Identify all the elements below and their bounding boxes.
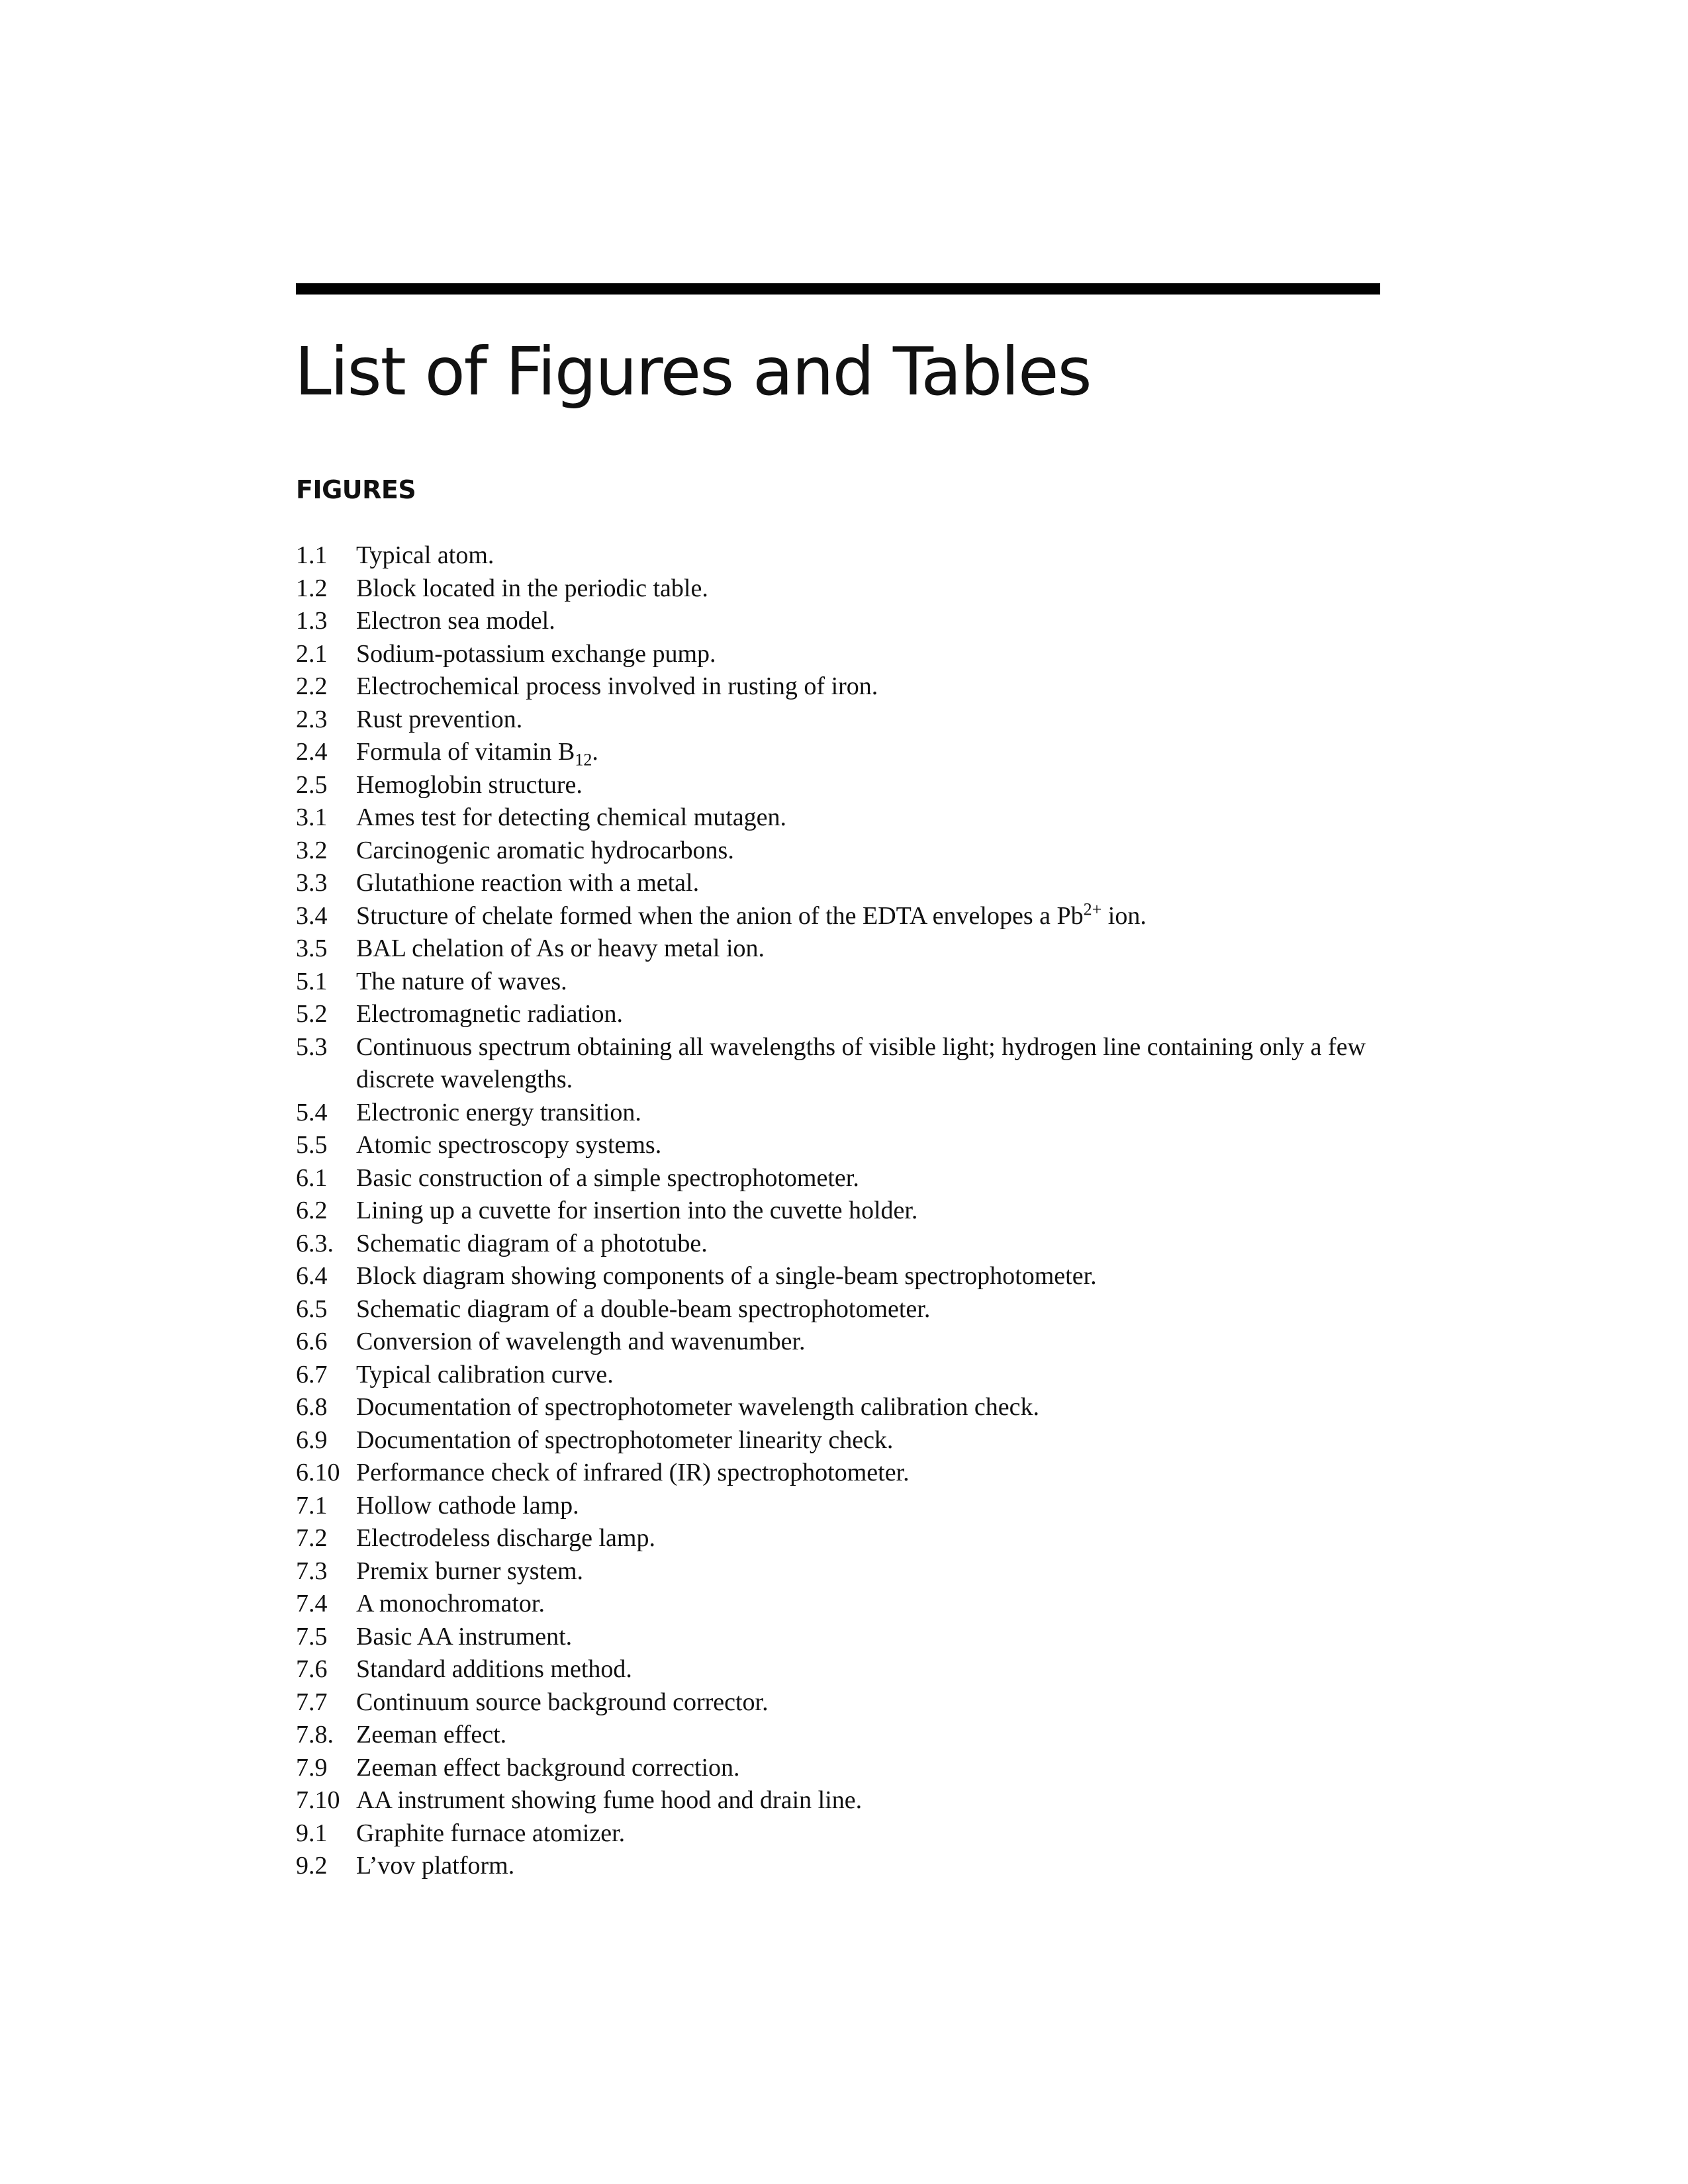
figure-caption-text: Electromagnetic radiation. — [356, 1000, 624, 1028]
figure-caption-text: Graphite furnace atomizer. — [356, 1819, 626, 1847]
figure-entry — [296, 1293, 1388, 1326]
figure-number: 5.2 — [296, 1000, 328, 1028]
figure-caption-text: Glutathione reaction with a metal. — [356, 869, 700, 897]
figure-caption-suffix: ion. — [1102, 901, 1147, 930]
figure-entry — [296, 605, 1388, 638]
figure-caption-text: The nature of waves. — [356, 967, 567, 995]
figure-entry — [296, 670, 1388, 704]
figure-caption-text: Structure of chelate formed when the anion of the EDTA envelopes a Pb — [356, 901, 1084, 930]
figure-caption-text: AA instrument showing fume hood and drain line. — [356, 1786, 863, 1814]
figure-number: 7.1 — [296, 1491, 328, 1520]
figure-caption — [356, 933, 1388, 966]
figure-caption-text: Conversion of wavelength and wavenumber. — [356, 1328, 806, 1355]
figure-caption — [356, 1293, 1388, 1326]
figure-caption — [356, 1228, 1388, 1261]
figure-caption — [356, 1457, 1388, 1490]
figure-entry — [296, 1490, 1388, 1523]
figure-number: 7.9 — [296, 1753, 328, 1782]
figure-entry — [296, 1391, 1388, 1424]
title-rule — [296, 283, 1380, 295]
figure-caption-text: Documentation of spectrophotometer wavelength calibration check. — [356, 1393, 1039, 1421]
figure-caption — [356, 638, 1388, 671]
figure-caption — [356, 1129, 1388, 1162]
figure-caption — [356, 867, 1388, 900]
figure-number: 3.2 — [296, 836, 328, 864]
figure-caption-text: Electrochemical process involved in rusting of iron. — [356, 672, 878, 700]
page-title: List of Figures and Tables — [295, 333, 1091, 410]
figure-entry — [296, 1817, 1388, 1850]
figure-caption — [356, 1326, 1388, 1359]
figure-number: 1.1 — [296, 541, 328, 569]
figure-number: 9.1 — [296, 1819, 328, 1847]
figure-caption-text: Basic construction of a simple spectrophotometer. — [356, 1163, 859, 1192]
figure-caption-text: Typical atom. — [356, 541, 494, 569]
figure-entry — [296, 1850, 1388, 1883]
figure-caption-text: Documentation of spectrophotometer linearity check. — [356, 1426, 894, 1454]
figure-number: 3.1 — [296, 803, 328, 831]
figure-number: 6.8 — [296, 1393, 328, 1421]
figure-number: 7.10 — [296, 1786, 340, 1814]
figure-caption-text: Continuum source background corrector. — [356, 1688, 769, 1716]
figure-number: 2.2 — [296, 672, 328, 700]
figure-number: 9.2 — [296, 1852, 328, 1880]
figure-entry — [296, 835, 1388, 868]
figure-caption — [356, 1391, 1388, 1424]
figure-caption — [356, 1784, 1388, 1817]
figure-caption — [356, 1850, 1388, 1883]
figure-entry — [296, 1752, 1388, 1785]
figure-caption — [356, 1588, 1388, 1621]
figure-entry — [296, 1260, 1388, 1293]
figure-caption — [356, 572, 1388, 606]
figure-number: 6.7 — [296, 1360, 328, 1388]
figure-entry — [296, 1162, 1388, 1195]
figure-number: 6.9 — [296, 1426, 328, 1454]
figure-caption — [356, 1653, 1388, 1686]
figure-number: 6.10 — [296, 1459, 340, 1486]
figure-number: 7.6 — [296, 1655, 328, 1683]
figure-caption — [356, 835, 1388, 868]
figure-caption — [356, 1621, 1388, 1654]
figure-caption — [356, 1359, 1388, 1392]
figure-entry — [296, 1653, 1388, 1686]
figure-caption-text: Typical calibration curve. — [356, 1360, 614, 1388]
figure-caption — [356, 998, 1388, 1031]
figure-entry — [296, 1457, 1388, 1490]
figure-caption-text: Rust prevention. — [356, 705, 523, 733]
figure-entry — [296, 1228, 1388, 1261]
figure-entry — [296, 900, 1388, 933]
figure-caption-text: Basic AA instrument. — [356, 1622, 573, 1651]
figure-entry — [296, 933, 1388, 966]
figure-entry — [296, 1424, 1388, 1457]
figure-caption — [356, 1260, 1388, 1293]
figure-entry — [296, 1097, 1388, 1130]
figure-caption-text: Zeeman effect background correction. — [356, 1753, 740, 1782]
figure-caption-text: Zeeman effect. — [356, 1721, 507, 1749]
figure-caption — [356, 801, 1388, 835]
figure-entry — [296, 1359, 1388, 1392]
figure-entry — [296, 867, 1388, 900]
figure-entry — [296, 1522, 1388, 1555]
figure-caption — [356, 1752, 1388, 1785]
figure-number: 6.6 — [296, 1328, 328, 1355]
figure-caption — [356, 670, 1388, 704]
figure-caption-text: Lining up a cuvette for insertion into the cuvette holder. — [356, 1197, 918, 1224]
figure-number: 7.4 — [296, 1590, 328, 1617]
figure-caption — [356, 1719, 1388, 1752]
figure-number: 1.2 — [296, 574, 328, 602]
figure-number: 1.3 — [296, 607, 328, 635]
figure-number: 2.5 — [296, 770, 328, 799]
figure-entry — [296, 1195, 1388, 1228]
figure-caption — [356, 1424, 1388, 1457]
figure-caption — [356, 605, 1388, 638]
figure-number: 6.1 — [296, 1163, 328, 1192]
figure-caption-text: Electronic energy transition. — [356, 1098, 641, 1126]
figure-caption-text: Carcinogenic aromatic hydrocarbons. — [356, 836, 734, 864]
figure-entry — [296, 998, 1388, 1031]
figure-entry — [296, 1784, 1388, 1817]
figure-caption-text: Schematic diagram of a double-beam spectrophotometer. — [356, 1295, 931, 1323]
figure-caption-text: Electrodeless discharge lamp. — [356, 1524, 655, 1552]
figure-number: 7.5 — [296, 1622, 328, 1651]
figure-caption — [356, 1195, 1388, 1228]
figure-list — [296, 539, 1388, 1883]
figure-number: 2.3 — [296, 705, 328, 733]
figure-number: 3.5 — [296, 934, 328, 962]
figure-caption-superscript: 2+ — [1083, 899, 1102, 919]
figure-caption-text: L’vov platform. — [356, 1852, 515, 1880]
figure-caption — [356, 1817, 1388, 1850]
figure-number: 2.1 — [296, 639, 328, 668]
figure-entry — [296, 1719, 1388, 1752]
figure-entry — [296, 1031, 1388, 1097]
figure-caption — [356, 1031, 1388, 1097]
figure-caption-suffix: . — [592, 738, 598, 766]
figure-number: 7.2 — [296, 1524, 328, 1552]
figure-caption — [356, 736, 1388, 769]
figure-caption-text: Ames test for detecting chemical mutagen. — [356, 803, 786, 831]
figure-entry — [296, 1326, 1388, 1359]
figure-caption-text: Electron sea model. — [356, 607, 555, 635]
figure-caption-text: Atomic spectroscopy systems. — [356, 1131, 662, 1159]
figure-number: 6.2 — [296, 1197, 328, 1224]
figure-caption-text: Performance check of infrared (IR) spectrophotometer. — [356, 1459, 910, 1486]
figure-number: 5.5 — [296, 1131, 328, 1159]
figure-caption-text: Hemoglobin structure. — [356, 770, 583, 799]
figure-entry — [296, 801, 1388, 835]
figure-caption — [356, 1686, 1388, 1719]
figure-number: 3.3 — [296, 869, 328, 897]
figure-caption-text: Block diagram showing components of a single-beam spectrophotometer. — [356, 1262, 1097, 1290]
figure-number: 7.8. — [296, 1721, 334, 1749]
figure-number: 6.5 — [296, 1295, 328, 1323]
figure-caption — [356, 1490, 1388, 1523]
figure-number: 6.4 — [296, 1262, 328, 1290]
figure-caption — [356, 966, 1388, 999]
figure-caption — [356, 1162, 1388, 1195]
figure-entry — [296, 1621, 1388, 1654]
figure-entry — [296, 1129, 1388, 1162]
figure-caption — [356, 539, 1388, 572]
figure-caption — [356, 1097, 1388, 1130]
figure-caption-text: Formula of vitamin B — [356, 738, 575, 766]
figure-caption-text: BAL chelation of As or heavy metal ion. — [356, 934, 765, 962]
figure-caption-subscript: 12 — [575, 750, 592, 770]
figure-caption-text: Sodium-potassium exchange pump. — [356, 639, 716, 668]
figure-entry — [296, 1555, 1388, 1588]
figure-number: 6.3. — [296, 1229, 334, 1257]
figure-number: 7.3 — [296, 1557, 328, 1585]
figure-entry — [296, 1686, 1388, 1719]
figure-caption — [356, 1522, 1388, 1555]
figure-caption-text: Block located in the periodic table. — [356, 574, 708, 602]
figure-entry — [296, 572, 1388, 606]
figure-number: 5.3 — [296, 1032, 328, 1061]
section-heading-figures: FIGURES — [296, 475, 416, 504]
figure-entry — [296, 736, 1388, 769]
figure-caption — [356, 769, 1388, 802]
figure-entry — [296, 704, 1388, 737]
figure-caption — [356, 1555, 1388, 1588]
figure-caption — [356, 900, 1388, 933]
figure-number: 5.1 — [296, 967, 328, 995]
figure-caption-text: A monochromator. — [356, 1590, 545, 1617]
figure-number: 7.7 — [296, 1688, 328, 1716]
figure-caption-text: Standard additions method. — [356, 1655, 632, 1683]
figure-entry — [296, 638, 1388, 671]
figure-caption — [356, 704, 1388, 737]
figure-entry — [296, 539, 1388, 572]
figure-caption-text: Hollow cathode lamp. — [356, 1491, 579, 1520]
figure-caption-text: Premix burner system. — [356, 1557, 584, 1585]
figure-caption-text: Schematic diagram of a phototube. — [356, 1229, 708, 1257]
figure-entry — [296, 966, 1388, 999]
figure-entry — [296, 769, 1388, 802]
figure-entry — [296, 1588, 1388, 1621]
figure-number: 2.4 — [296, 738, 328, 766]
figure-caption-text: Continuous spectrum obtaining all wavelengths of visible light; hydrogen line containing only a few discrete wavelengths. — [356, 1032, 1366, 1093]
figure-number: 5.4 — [296, 1098, 328, 1126]
figure-number: 3.4 — [296, 901, 328, 930]
